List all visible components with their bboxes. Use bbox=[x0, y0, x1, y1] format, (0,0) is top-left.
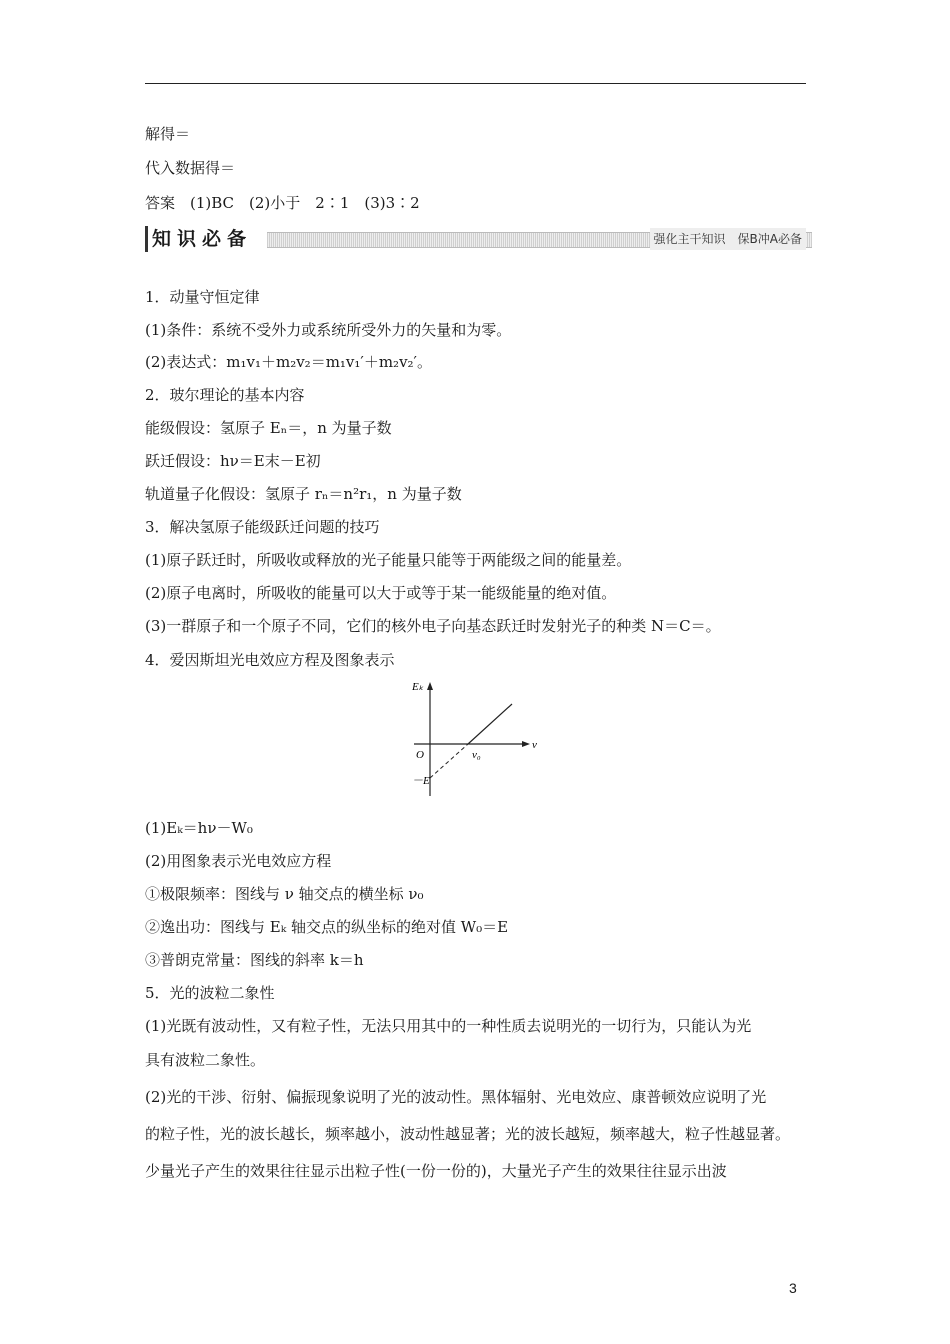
banner-title: 知识必备 bbox=[145, 226, 258, 252]
text-line: 能级假设：氢原子 Eₙ＝，n 为量子数 bbox=[145, 419, 392, 437]
section-heading: 3．解决氢原子能级跃迁问题的技巧 bbox=[145, 518, 380, 536]
text-line: 具有波粒二象性。 bbox=[145, 1051, 266, 1069]
photoelectric-graph bbox=[412, 678, 542, 798]
y-axis-label: Eₖ bbox=[412, 681, 424, 693]
section-heading: 2．玻尔理论的基本内容 bbox=[145, 386, 305, 404]
x-axis-label: ν bbox=[532, 739, 537, 751]
page-number: 3 bbox=[789, 1280, 797, 1296]
text-line: ③普朗克常量：图线的斜率 k＝h bbox=[145, 951, 364, 969]
header-rule bbox=[145, 83, 806, 84]
formula-line: 跃迁假设：hν＝E末－E初 bbox=[145, 452, 321, 470]
text-line: 代入数据得＝ bbox=[145, 159, 236, 177]
origin-label: O bbox=[416, 749, 424, 761]
formula-line: (1)Eₖ＝hν－W₀ bbox=[145, 819, 253, 837]
text-line: 的粒子性，光的波长越长，频率越小，波动性越显著；光的波长越短，频率越大，粒子性越显著。 bbox=[145, 1125, 791, 1143]
section-banner bbox=[145, 226, 812, 252]
x-axis-arrow bbox=[522, 741, 530, 747]
section-heading: 1．动量守恒定律 bbox=[145, 288, 260, 306]
banner-subtitle: 强化主干知识 保B冲A必备 bbox=[650, 228, 806, 250]
text-line: (2)原子电离时，所吸收的能量可以大于或等于某一能级能量的绝对值。 bbox=[145, 584, 617, 602]
text-line: (2)光的干涉、衍射、偏振现象说明了光的波动性。黑体辐射、光电效应、康普顿效应说明了光 bbox=[145, 1088, 767, 1106]
text-line: (2)用图象表示光电效应方程 bbox=[145, 852, 332, 870]
text-line: (3)一群原子和一个原子不同，它们的核外电子向基态跃迁时发射光子的种类 N＝C＝。 bbox=[145, 617, 721, 635]
text-line: 少量光子产生的效果往往显示出粒子性(一份一份的)，大量光子产生的效果往往显示出波 bbox=[145, 1162, 727, 1180]
extrapolated-line bbox=[430, 744, 468, 778]
section-heading: 4．爱因斯坦光电效应方程及图象表示 bbox=[145, 651, 395, 669]
y-intercept-label: －E bbox=[412, 775, 430, 787]
text-line: ②逸出功：图线与 Eₖ 轴交点的纵坐标的绝对值 W₀＝E bbox=[145, 918, 509, 936]
text-line: 解得＝ bbox=[145, 125, 191, 143]
formula-line: (2)表达式：m₁v₁＋m₂v₂＝m₁v₁′＋m₂v₂′。 bbox=[145, 353, 432, 371]
y-axis-arrow bbox=[427, 682, 433, 690]
section-heading: 5．光的波粒二象性 bbox=[145, 984, 275, 1002]
text-line: 轨道量子化假设：氢原子 rₙ＝n²r₁，n 为量子数 bbox=[145, 485, 462, 503]
answer-line: 答案 (1)BC (2)小于 2∶1 (3)3∶2 bbox=[145, 194, 420, 212]
text-line: (1)原子跃迁时，所吸收或释放的光子能量只能等于两能级之间的能量差。 bbox=[145, 551, 632, 569]
graph-line bbox=[468, 704, 512, 744]
x-intercept-label: ν₀ bbox=[472, 749, 481, 761]
text-line: (1)条件：系统不受外力或系统所受外力的矢量和为零。 bbox=[145, 321, 512, 339]
text-line: ①极限频率：图线与 ν 轴交点的横坐标 ν₀ bbox=[145, 885, 424, 903]
text-line: (1)光既有波动性，又有粒子性，无法只用其中的一种性质去说明光的一切行为，只能认为光 bbox=[145, 1017, 752, 1035]
